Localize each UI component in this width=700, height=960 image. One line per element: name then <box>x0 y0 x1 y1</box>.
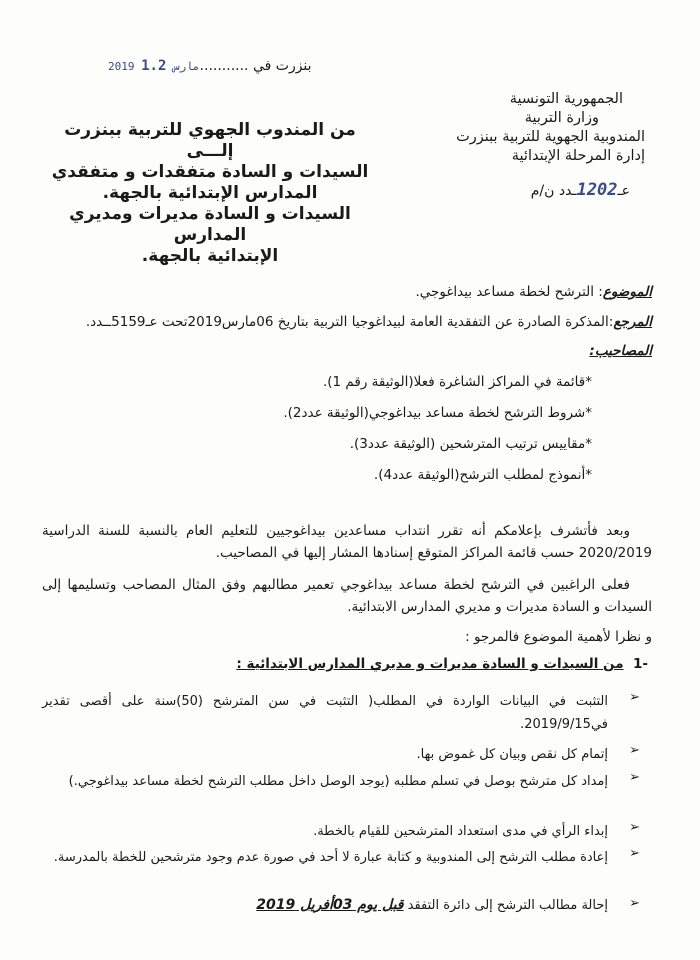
section-number: -1 <box>632 656 648 672</box>
arrow-check-icon: ➢ <box>629 770 640 785</box>
recipients-directors: السيدات و السادة مديرات ومديري المدارس <box>69 204 351 245</box>
instruction-item: إبداء الرأي في مدى استعداد المترشحين للقيام بالخطة. <box>313 824 608 839</box>
date-stamp <box>108 58 200 74</box>
body-paragraph: فعلى الراغبين في الترشح لخطة مساعد بيداغوجي تعمير مطالبهم وفق المثال المصاحب وتسليمها إلى السيدات و السادة مديرات و مديري المدارس الابتدائية. <box>42 577 652 615</box>
reference-line <box>42 314 652 330</box>
enclosure-item: *أنموذج لمطلب الترشح(الوثيقة عدد4). <box>373 467 592 483</box>
instruction-item: إمداد كل مترشح بوصل في تسلم مطلبه (يوجد الوصل داخل مطلب الترشح لخطة مساعد بيداغوجي.) <box>68 774 608 789</box>
letterhead-ministry: وزارة التربية <box>524 110 599 126</box>
subject-label: الموضوع <box>602 284 652 300</box>
letterhead-department: إدارة المرحلة الإبتدائية <box>511 148 645 164</box>
arrow-check-icon: ➢ <box>629 820 640 835</box>
instruction-text: إحالة مطالب الترشح إلى دائرة التفقد <box>407 898 608 913</box>
deadline-text: قبل يوم 03أفريل 2019 <box>256 897 404 913</box>
enclosure-item: *قائمة في المراكز الشاغرة فعلا(الوثيقة رقم 1). <box>322 374 592 390</box>
enclosures-heading: المصاحيب: <box>589 343 652 359</box>
arrow-check-icon: ➢ <box>629 896 640 911</box>
enclosure-item: *شروط الترشح لخطة مساعد بيداغوجي(الوثيقة عدد2). <box>283 405 592 421</box>
date-month: مارس <box>173 60 200 73</box>
section-1-title <box>236 656 648 672</box>
ref-handwritten-number: 1202 <box>576 180 618 200</box>
enclosures-label: المصاحيب <box>594 343 652 359</box>
arrow-check-icon: ➢ <box>629 690 640 705</box>
subject-text: : الترشح لخطة مساعد بيداغوجي. <box>415 284 603 300</box>
body-paragraph: وبعد فأتشرف بإعلامكم أنه تقرر انتداب مساعدين بيداغوجيين للتعليم العام بالنسبة للسنة الدراسية 2020/2019 حسب قائمة المراكز المتوقع إسنادها المشار إليها في المصاحيب. <box>42 523 652 561</box>
addressee-block <box>40 120 380 267</box>
subject-line <box>42 284 652 300</box>
letterhead-directorate: المندوبية الجهوية للتربية ببنزرت <box>456 129 645 145</box>
date-day: 1.2 <box>141 58 167 74</box>
instruction-item: إعادة مطلب الترشح إلى المندوبية و كتابة عبارة لا أحد في صورة عدم وجود مترشحين للخطة بالمدرسة. <box>53 850 608 865</box>
to-word: إلـــى <box>186 141 234 161</box>
instruction-item-deadline <box>42 894 608 917</box>
ref-prefix: عـ <box>617 183 630 199</box>
enclosure-item: *مقاييس ترتيب المترشحين (الوثيقة عدد3). <box>349 436 592 452</box>
ref-suffix: ـدد ن/م <box>530 183 577 199</box>
section-title-text: من السيدات و السادة مديرات و مديري المدارس الابتدائية : <box>236 656 624 672</box>
body-paragraph: و نظرا لأهمية الموضوع فالمرجو : <box>465 629 652 645</box>
sender: من المندوب الجهوي للتربية ببنزرت <box>64 120 356 140</box>
reference-text: :المذكرة الصادرة عن التفقدية العامة لبيداغوجيا التربية بتاريخ 06مارس2019تحت عـ5159ــدد. <box>85 314 614 330</box>
arrow-check-icon: ➢ <box>629 846 640 861</box>
recipients-directors-cont: الإبتدائية بالجهة. <box>141 246 279 266</box>
letterhead <box>415 90 645 166</box>
date-place: بنزرت في <box>252 58 312 74</box>
date-line <box>108 58 312 74</box>
date-year: 2019 <box>108 60 135 73</box>
recipients-inspectors: السيدات و السادة متفقدات و متفقدي المدارس الإبتدائية بالجهة. <box>51 162 369 203</box>
instruction-item: إتمام كل نقص وبيان كل غموض بها. <box>416 747 608 762</box>
date-dots: ........... <box>199 58 249 74</box>
reference-label: المرجع <box>613 314 652 330</box>
arrow-check-icon: ➢ <box>629 743 640 758</box>
letterhead-republic: الجمهورية التونسية <box>509 91 623 107</box>
reference-number <box>531 180 630 200</box>
instruction-item: التثبت في البيانات الواردة في المطلب( التثبت في سن المترشح (50)سنة على أقصى تقدير في2019/9/15. <box>42 694 608 732</box>
